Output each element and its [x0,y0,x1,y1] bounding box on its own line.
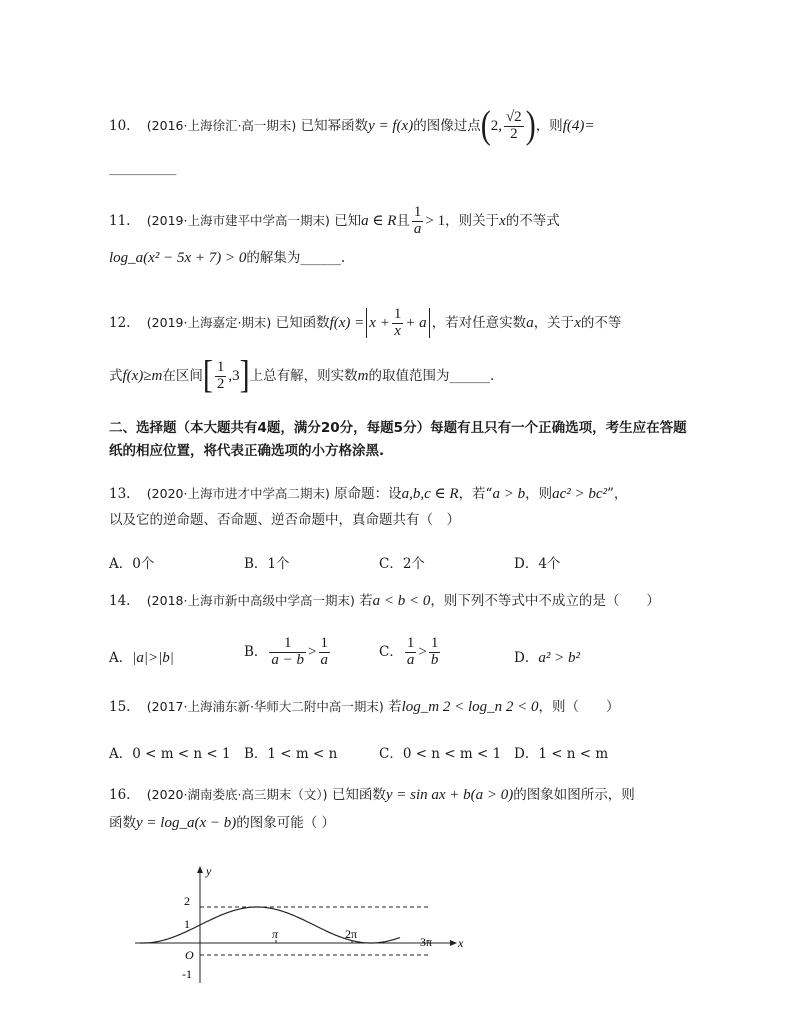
question-text: ，则 [535,117,563,134]
fraction-denominator: a [320,651,329,668]
question-text: ，则下列不等式中不成立的是（ ） [430,593,660,609]
question-source: (2018·上海市新中高级中学高一期末) [146,593,355,608]
x-axis-arrow-icon [450,940,457,946]
question-text: ，若“ [458,486,493,502]
section-heading: 二、选择题（本大题共有4题，满分20分，每题5分）每题有且只有一个正确选项，考生应在答题 [109,420,687,436]
question-text: 的不等 [580,314,622,331]
option-label: D． [514,650,539,666]
math-expression: f(x) = [329,314,365,331]
option-a[interactable] [109,646,174,667]
answer-blank: __________ [109,160,177,176]
question-text: ，则关于 [445,212,500,229]
fraction [269,636,306,669]
question-number: 10. [109,117,131,134]
question-16-line-2 [109,813,335,833]
question-number: 15. [109,699,131,715]
x-axis-label: x [458,936,464,950]
math-expression: y = sin ax + b(a > 0) [385,787,514,803]
question-number: 12. [109,314,131,331]
math-variable: x [574,314,581,331]
math-expression: + a [405,314,427,331]
option-d[interactable]: D．4个 [514,556,561,572]
question-16 [109,785,635,805]
question-text: 在区间 [162,367,203,384]
question-number: 14. [109,593,131,609]
question-text: 的图像过点 [413,117,481,134]
question-text: 若 [359,593,373,609]
fraction-numerator: 1 [393,306,402,322]
fraction [405,636,417,669]
question-text: ，则 [525,486,553,502]
fraction-numerator: 1 [269,636,306,653]
fraction-denominator: 2 [510,125,518,142]
fraction-denominator: b [430,651,439,668]
sine-curve [140,907,400,943]
math-expression: x + [369,314,390,331]
math-expression: y = log_a(x − b) [136,815,237,831]
gt-sign: > [308,643,317,660]
fraction-numerator: 1 [413,204,422,220]
question-source: (2020·湖南娄底·高三期末（文）) [146,787,328,802]
tick-label-1: 1 [184,917,190,931]
question-text: 的解集为______. [246,250,346,266]
math-expression: |a|>|b| [132,650,174,666]
fraction [319,636,331,669]
fraction [429,636,441,669]
tick-label-3pi: 3π [420,935,433,949]
question-source: (2019·上海嘉定·期末) [146,314,272,330]
question-12 [109,307,621,340]
right-bracket: ] [239,354,250,398]
fraction-denominator: a [406,651,415,668]
question-10 [109,104,595,148]
question-number: 13. [109,486,131,502]
math-expression: 2, [490,117,502,134]
fraction-numerator: 1 [430,635,439,651]
math-variable: m [357,367,369,384]
fraction [215,360,227,393]
question-text: 的图象如图所示，则 [513,787,635,803]
math-expression: f(x)≥m [122,367,163,384]
math-expression: log_a(x² − 5x + 7) > 0 [109,250,247,266]
fraction-denominator: a − b [271,651,305,668]
question-number: 16. [109,787,131,803]
question-source: (2017·上海浦东新·华师大二附中高一期末) [146,699,384,714]
sine-graph [130,855,480,985]
option-c[interactable]: C．2个 [379,556,425,572]
option-label: B． [244,643,268,660]
question-15 [109,697,620,717]
tick-label-minus1: -1 [182,967,192,981]
left-paren: ( [480,104,491,148]
question-text: 已知 [334,212,362,229]
option-a[interactable]: A．0 < m < n < 1 [109,746,231,762]
fraction [412,205,424,238]
gt-sign: > [418,643,427,660]
option-d[interactable]: D．1 < n < m [514,746,609,762]
math-expression: ac² > bc² [552,486,608,502]
option-c[interactable]: C．0 < n < m < 1 [379,746,502,762]
option-d[interactable] [514,646,580,667]
question-source: (2020·上海市进才中学高二期末) [146,486,330,501]
math-expression: a² > b² [538,650,580,666]
question-text: 式 [109,367,123,384]
option-b[interactable] [244,636,332,669]
fraction [504,110,524,143]
fraction-numerator: 1 [216,359,225,375]
question-14 [109,591,660,611]
fraction-denominator: x [394,322,401,339]
question-12-line-2 [109,354,495,398]
left-bracket: [ [202,354,213,398]
option-b[interactable]: B．1 < m < n [244,746,338,762]
question-text: 的图象可能（ ） [236,815,336,831]
fraction-numerator: 1 [406,635,415,651]
question-text: 已知函数 [275,314,330,331]
tick-label-pi: π [272,927,279,941]
math-expression: log_m 2 < log_n 2 < 0 [401,699,539,715]
math-expression: ,3 [228,367,240,384]
fraction-numerator: √2 [505,109,522,125]
question-source: (2016·上海徐汇·高一期末) [146,117,297,133]
question-text: 原命题：设 [334,486,402,502]
question-text: 上总有解，则实数 [249,367,358,384]
option-c[interactable] [379,636,442,669]
y-axis-arrow-icon [197,866,203,873]
question-text: 且 [396,212,410,229]
question-text: 函数 [109,815,136,831]
option-b[interactable]: B．1个 [244,556,290,572]
option-label: A． [109,650,133,666]
option-a[interactable]: A．0个 [109,556,155,572]
question-11-line-2 [109,248,345,268]
question-source: (2019·上海市建平中学高一期末) [146,212,330,228]
fraction [392,307,404,340]
abs-bar-left [366,308,367,338]
tick-label-2pi: 2π [345,927,358,941]
origin-label: O [185,948,194,962]
question-number: 11. [109,212,131,229]
math-expression: a ∈ R [361,212,397,229]
question-text: 若 [388,699,402,715]
fraction-numerator: 1 [320,635,329,651]
question-text: ，若对任意实数 [431,314,527,331]
math-expression: a < b < 0 [372,593,431,609]
abs-bar-right [429,308,430,338]
math-expression: a,b,c ∈ R [401,486,459,502]
fraction-denominator: 2 [216,375,225,392]
option-label: C． [379,643,403,660]
question-text: ”， [607,486,628,502]
fraction-denominator: a [413,220,422,237]
question-text: 的不等式 [505,212,560,229]
question-text: 已知幂函数 [300,117,369,134]
question-text: 的取值范围为______. [368,367,495,384]
math-variable: a [526,314,534,331]
math-expression: > 1 [425,212,446,229]
y-axis-label: y [206,864,212,878]
math-variable: x [499,212,506,229]
question-text: ，则（ ） [538,699,620,715]
question-11 [109,205,560,238]
math-expression: a > b [492,486,526,502]
question-13 [109,484,627,504]
tick-label-2: 2 [184,894,190,908]
question-text: ，关于 [533,314,575,331]
right-paren: ) [525,104,536,148]
math-expression: f(4)= [562,117,595,134]
section-heading-line-2: 纸的相应位置，将代表正确选项的小方格涂黑. [109,443,385,459]
question-text: 已知函数 [331,787,386,803]
question-13-line-2: 以及它的逆命题、否命题、逆否命题中，真命题共有（ ） [109,512,460,528]
math-expression: y = f(x) [368,117,414,134]
